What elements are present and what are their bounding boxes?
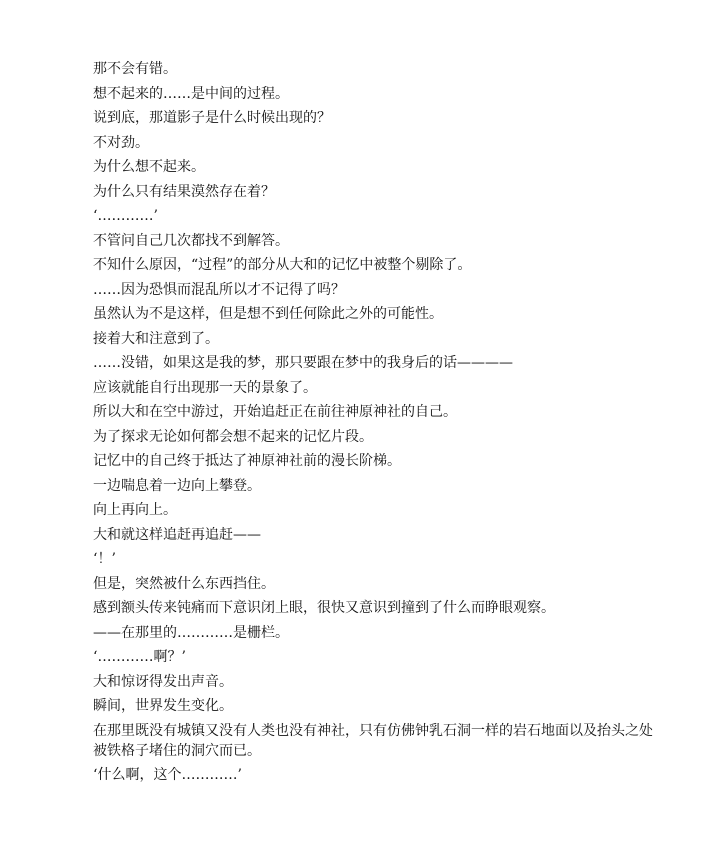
paragraph: 虽然认为不是这样，但是想不到任何除此之外的可能性。 <box>93 306 443 322</box>
paragraph: 记忆中的自己终于抵达了神原神社前的漫长阶梯。 <box>93 453 401 469</box>
text-body <box>93 57 653 787</box>
paragraph: ‘…………啊？’ <box>93 649 186 665</box>
paragraph: 所以大和在空中游过，开始追赶正在前往神原神社的自己。 <box>93 404 457 420</box>
paragraph: ……因为恐惧而混乱所以才不记得了吗？ <box>93 281 345 298</box>
paragraph: ‘什么啊，这个…………’ <box>93 766 242 783</box>
paragraph: ……没错，如果这是我的梦，那只要跟在梦中的我身后的话———— <box>93 355 513 371</box>
paragraph: 为了探求无论如何都会想不起来的记忆片段。 <box>93 428 373 445</box>
paragraph: 向上再向上。 <box>93 502 177 518</box>
paragraph: 不知什么原因，“过程”的部分从大和的记忆中被整个剔除了。 <box>93 257 472 273</box>
paragraph: 想不起来的……是中间的过程。 <box>93 85 289 102</box>
paragraph: ‘！’ <box>93 551 116 567</box>
paragraph: 瞬间，世界发生变化。 <box>93 698 233 714</box>
paragraph: 感到额头传来钝痛而下意识闭上眼，很快又意识到撞到了什么而睁眼观察。 <box>93 600 555 616</box>
paragraph: 但是，突然被什么东西挡住。 <box>93 575 275 592</box>
paragraph: 一边喘息着一边向上攀登。 <box>93 477 261 494</box>
paragraph: 应该就能自行出现那一天的景象了。 <box>93 379 317 396</box>
paragraph: 说到底，那道影子是什么时候出现的？ <box>93 110 331 126</box>
paragraph: 为什么只有结果漠然存在着？ <box>93 183 275 200</box>
paragraph: ——在那里的…………是栅栏。 <box>93 624 289 641</box>
paragraph: 那不会有错。 <box>93 61 177 77</box>
paragraph: 在那里既没有城镇又没有人类也没有神社，只有仿佛钟乳石洞一样的岩石地面以及抬头之处被铁格子堵住的洞穴而已。 <box>93 722 653 759</box>
paragraph: ‘…………’ <box>93 208 158 224</box>
paragraph: 为什么想不起来。 <box>93 159 205 175</box>
paragraph: 不对劲。 <box>93 134 149 151</box>
paragraph: 接着大和注意到了。 <box>93 330 219 347</box>
paragraph: 不管问自己几次都找不到解答。 <box>93 232 289 249</box>
paragraph: 大和就这样追赶再追赶—— <box>93 526 261 543</box>
paragraph: 大和惊讶得发出声音。 <box>93 673 233 690</box>
